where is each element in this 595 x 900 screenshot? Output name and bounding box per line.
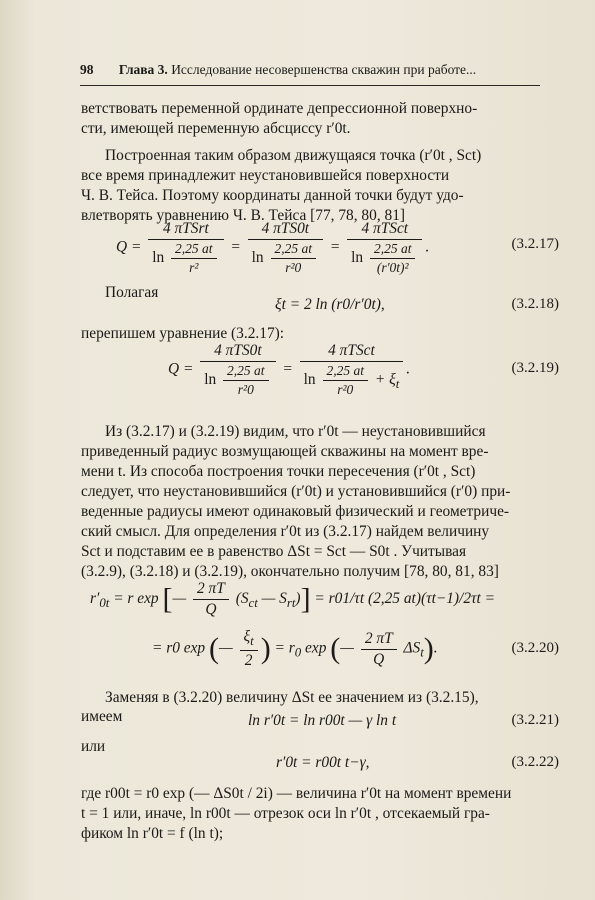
- equation-3-2-22: r′0t = r00t t−γ,: [276, 754, 370, 771]
- equation-3-2-19: Q = 4 πTS0t ln $\frac{2,25 at}{\text{r²0}}$ = 4 πTSct ln $\frac{2,25 at}{\text{r²0}}$ + $\xi_t$ .: [168, 342, 411, 397]
- eq-denominator: r²0: [237, 382, 254, 397]
- text-line: следует, что неустановившийся (r′0t) и установившийся (r′0) при-: [81, 483, 511, 500]
- text-line: ский смысл. Для определения r′0t из (3.2.17) найдем величину: [81, 523, 490, 540]
- text-line: Из (3.2.17) и (3.2.19) видим, что r′0t — неустановившийся: [105, 423, 486, 440]
- equation-number: (3.2.18): [511, 296, 559, 312]
- eq-numerator: 2,25 at: [323, 363, 369, 381]
- text-line: влетворять уравнению Ч. В. Тейса [77, 78, 80, 81]: [81, 207, 406, 224]
- eq-denominator: r²0: [285, 260, 302, 275]
- text-line: t = 1 или, иначе, ln r00t — отрезок оси ln r′0t , отсекаемый гра-: [81, 805, 490, 822]
- equation-number: (3.2.20): [511, 640, 559, 656]
- chapter-label: Глава 3.: [118, 62, 168, 77]
- equation-3-2-20-line2: = r0 exp (— $\frac{\xi_t}{2}$ ) = $r_0$ exp (— $\frac{2 \pi T}{Q}$ $\Delta S_t$).: [152, 628, 438, 670]
- eq-numerator: 4 πTSct: [347, 220, 422, 240]
- text-line: или: [81, 738, 106, 755]
- text-line: где r00t = r0 exp (— ΔS0t / 2i) — величина r′0t на момент времени: [81, 785, 512, 802]
- eq-numerator: 4 πTSct: [300, 342, 404, 362]
- eq-left-side: = r0 exp: [152, 639, 206, 657]
- text-line: Построенная таким образом движущаяся точка (r′0t , Sct): [105, 147, 482, 164]
- text-line: Ч. В. Тейса. Поэтому координаты данной точки будут удо-: [81, 187, 464, 204]
- text-line: мени t. Из способа построения точки пересечения (r′0t , Sct): [81, 463, 476, 480]
- eq-denominator: r²0: [337, 382, 354, 397]
- text-line: имеем: [81, 708, 123, 725]
- equation-number: (3.2.17): [511, 236, 559, 252]
- text-line: Sct и подставим ее в равенство ΔSt = Sct — S0t . Учитывая: [81, 543, 467, 560]
- equation-number: (3.2.22): [511, 754, 559, 770]
- text-line: фиком ln r′0t = f (ln t);: [81, 825, 224, 842]
- chapter-title: Исследование несовершенства скважин при работе...: [171, 62, 477, 77]
- eq-numerator: 2,25 at: [171, 241, 217, 259]
- eq-numerator: 4 πTS0t: [248, 220, 323, 240]
- eq-numerator: 2,25 at: [271, 241, 317, 259]
- eq-right-side: = r01/τt (2,25 at)(τt−1)/2τt =: [314, 590, 496, 608]
- text-line: Заменяя в (3.2.20) величину ΔSt ее значением из (3.2.15),: [105, 689, 479, 706]
- equation-3-2-21: ln r′0t = ln r00t — γ ln t: [248, 712, 397, 729]
- text-line: приведенный радиус возмущающей скважины на момент вре-: [81, 443, 489, 460]
- equation-3-2-17: Q = 4 πTSrt ln $\frac{2,25 at}{\text{r²}}$ = 4 πTS0t ln $\frac{2,25 at}{\text{r²0}}$ = 4 πTSct ln $\frac{2,25 at}{\text{(r′0t)²}}$ .: [116, 220, 430, 275]
- text-line: сти, имеющей переменную абсциссу r′0t.: [81, 120, 351, 137]
- running-header: [80, 62, 540, 78]
- text-line: (3.2.9), (3.2.18) и (3.2.19), окончательно получим [78, 80, 81, 83]: [81, 563, 499, 580]
- text-line: перепишем уравнение (3.2.17):: [81, 325, 285, 342]
- equation-number: (3.2.21): [511, 712, 559, 728]
- text-line: Полагая: [105, 284, 159, 301]
- eq-numerator: 4 πTS0t: [200, 342, 275, 362]
- text-line: ветствовать переменной ординате депрессионной поверхно-: [81, 100, 478, 117]
- header-rule: [80, 85, 540, 86]
- equation-3-2-18: ξt = 2 ln (r0/r′0t),: [275, 296, 385, 313]
- eq-numerator: 4 πTSrt: [148, 220, 223, 240]
- eq-numerator: 2,25 at: [370, 241, 416, 259]
- eq-denominator: (r′0t)²: [376, 260, 409, 275]
- page-number: 98: [80, 62, 94, 77]
- eq-numerator: 2,25 at: [223, 363, 269, 381]
- text-line: веденные радиусы имеют одинаковый физический и геометриче-: [81, 503, 510, 520]
- text-line: все время принадлежит неустановившейся поверхности: [81, 167, 450, 184]
- eq-denominator: r²: [189, 260, 199, 275]
- equation-number: (3.2.19): [511, 360, 559, 376]
- equation-3-2-20-line1: $r'_{0t} = r$ exp [— $\frac{2 \pi T}{Q}$ ($S_{ct}$ — $S_{rt})] = r01/\tau t$ (2,25 at)(τt−1)/2τt =: [90, 580, 496, 618]
